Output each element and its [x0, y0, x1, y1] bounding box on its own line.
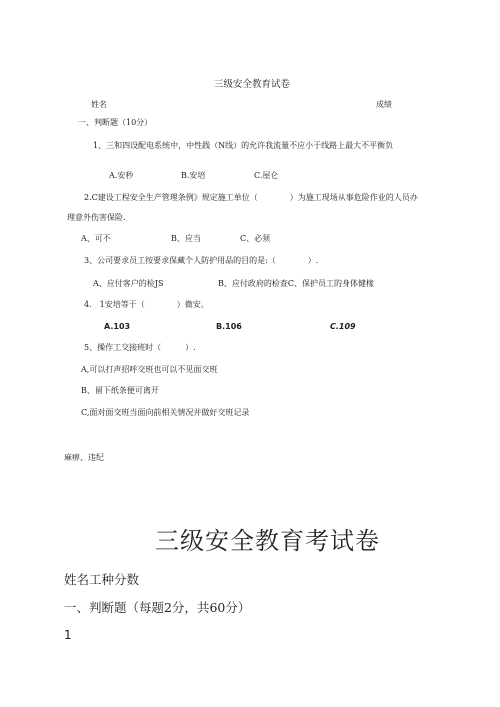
name-label: 姓名 — [91, 100, 107, 109]
question-5: 5、操作工交接班时（ ）. — [84, 343, 196, 352]
q5-option-b: B、留下纸条便可离开 — [81, 386, 159, 395]
q3-option-a: A、应付客户的检JS — [93, 279, 164, 288]
q2-option-b: B、应当 — [171, 234, 201, 243]
q4-option-b: B.106 — [216, 322, 242, 331]
q5-option-a: A,可以打声招呼交班也可以不见面交班 — [81, 365, 218, 374]
question-2-line-1: 2.C建设工程安全生产管理条例》规定施工单位（ ）为施工现场从事危险作业的人员办 — [84, 193, 418, 202]
question-3: 3、公司要求员工按要求保藏个人防护用品的目的是:（ ）. — [84, 256, 319, 265]
exam-title-large: 三级安全教育考试卷 — [155, 527, 380, 555]
name-occupation-score-line: 姓名工种分数 — [64, 572, 140, 587]
question-number: 1 — [64, 628, 72, 642]
q4-option-c: C.109 — [330, 322, 356, 331]
section-heading-large: 一、判断题（每题2分，共60分） — [64, 600, 251, 615]
q2-option-a: A、可不 — [81, 234, 111, 243]
question-4: 4. 1安培等于（ ）微安。 — [84, 300, 209, 309]
question-1: 1、三和四设配电系统中，中性践（N线）的允许我流量不应小于线路上最大不平衡负 — [93, 141, 394, 150]
question-2-line-2: 理意外伤害保险. — [67, 213, 126, 222]
q2-option-c: C、必须 — [240, 234, 271, 243]
q1-option-a: A.安秒 — [109, 171, 134, 180]
score-label: 成绩 — [376, 100, 392, 109]
footer-note: 麻痹、违纪 — [64, 453, 104, 462]
section-heading-small: 一、判断题（10分） — [78, 118, 153, 127]
q3-option-bc: B、应付政府的检查C、保护员工的身体健椽 — [218, 279, 374, 288]
exam-title-small: 三级安全教育试卷 — [214, 79, 291, 90]
q1-option-b: B.安培 — [181, 171, 206, 180]
q5-option-c: C,面对面交班当面向前相关情况并做好交班记录 — [81, 408, 250, 417]
q1-option-c: C.屋仑 — [254, 171, 279, 180]
q4-option-a: A.103 — [104, 322, 131, 331]
